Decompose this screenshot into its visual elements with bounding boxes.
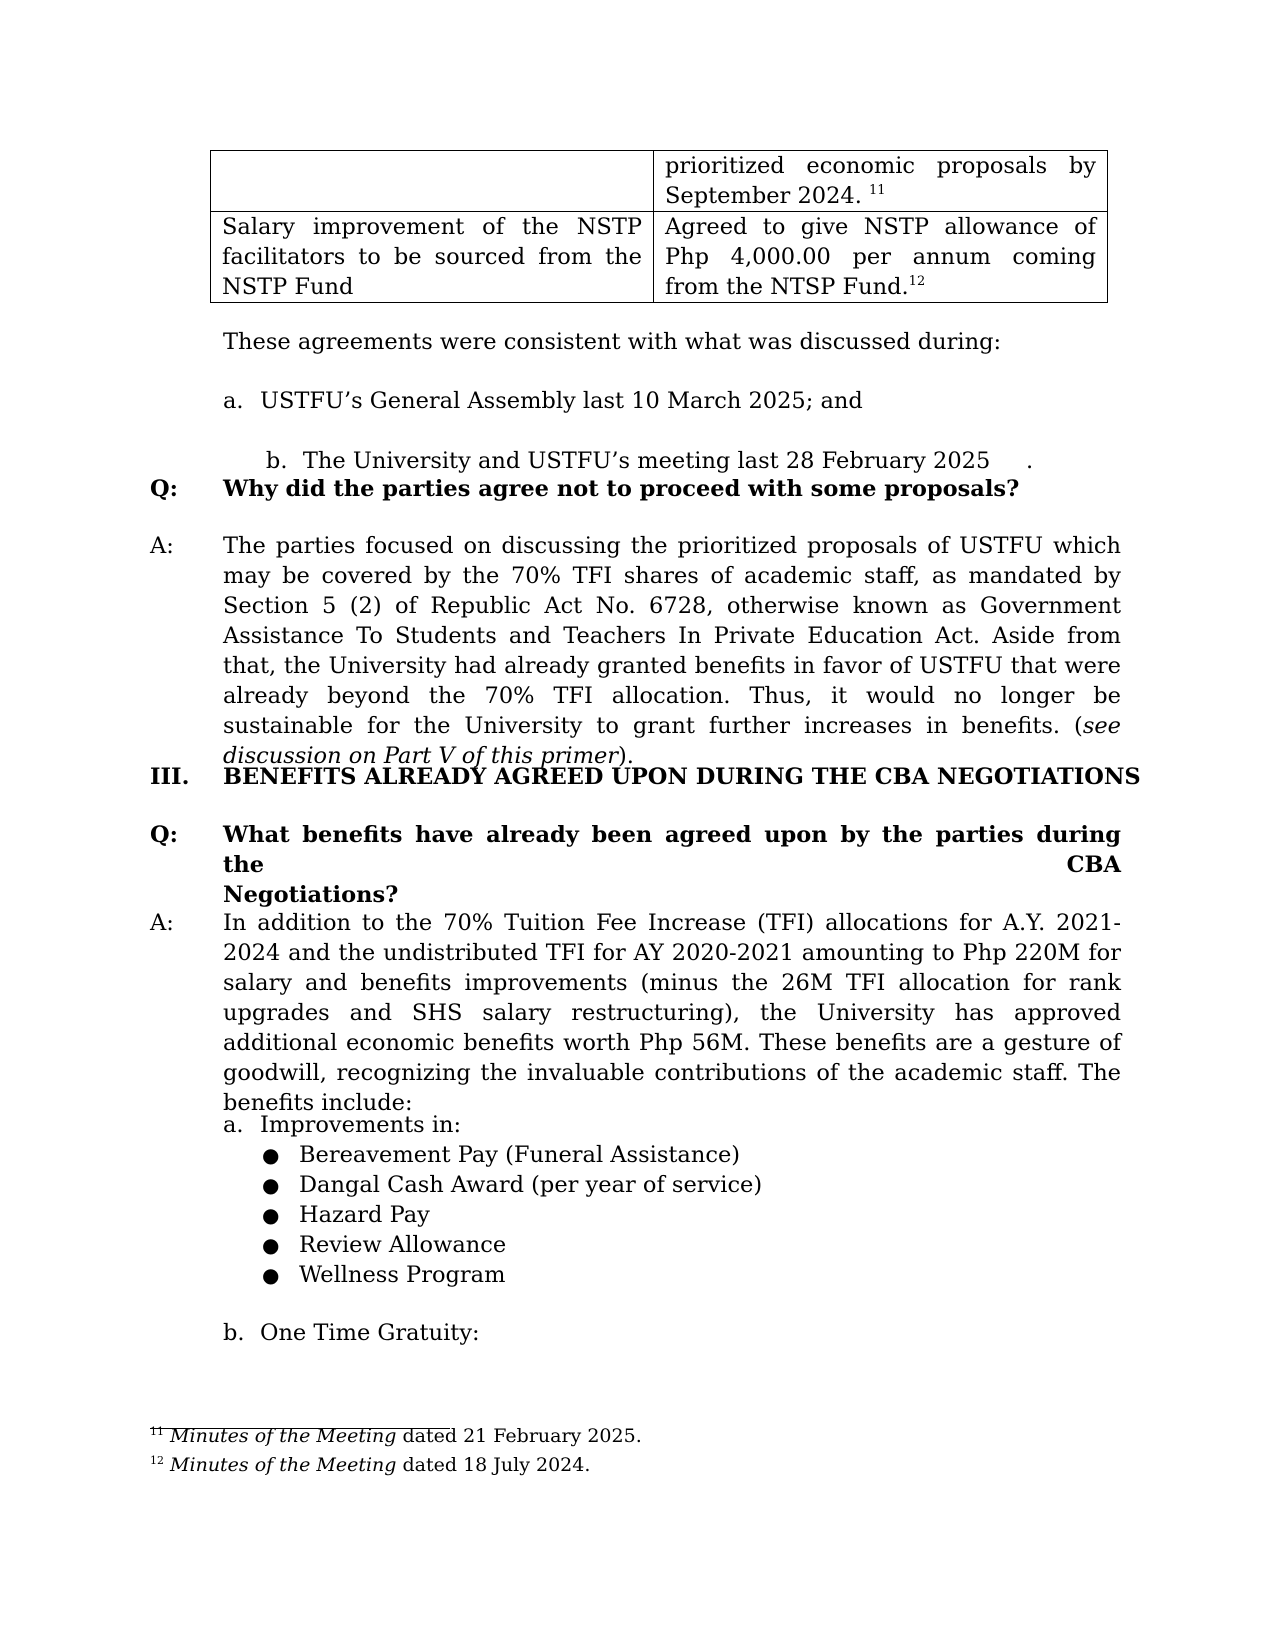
list-marker: b. bbox=[223, 1320, 245, 1346]
bullet-icon: ● bbox=[262, 1203, 280, 1227]
table-row bbox=[211, 151, 1108, 212]
footnote-text: dated 21 February 2025. bbox=[396, 1425, 642, 1447]
table-cell bbox=[211, 151, 654, 212]
footnote-ref: 11 bbox=[869, 183, 886, 198]
bullet-text: Dangal Cash Award (per year of service) bbox=[299, 1172, 763, 1198]
cell-text: prioritized economic proposals by September 2024. bbox=[665, 153, 1096, 209]
footnote bbox=[150, 1422, 642, 1450]
bullet-text: Review Allowance bbox=[299, 1232, 507, 1258]
cell-text: Agreed to give NSTP allowance of Php 4,000.00 per annum coming from the NTSP Fund. bbox=[665, 214, 1096, 300]
answer-end: ). bbox=[618, 743, 634, 769]
list-item-text: USTFU’s General Assembly last 10 March 2025; and bbox=[260, 388, 863, 414]
footnote-ref: 12 bbox=[908, 274, 926, 289]
answer-label: A: bbox=[150, 910, 174, 936]
question-label: Q: bbox=[150, 822, 178, 848]
footnote bbox=[150, 1451, 590, 1479]
footnote-number: 12 bbox=[150, 1454, 164, 1467]
table-row bbox=[211, 212, 1108, 303]
question-line: What benefits have already been agreed upon by the parties during the CBA bbox=[223, 822, 1121, 878]
bullet-icon: ● bbox=[262, 1233, 280, 1257]
question-line: Negotiations? bbox=[223, 882, 399, 908]
list-item bbox=[223, 386, 863, 416]
answer-italic: see discussion on Part V of this primer bbox=[223, 713, 1121, 769]
list-marker: a. bbox=[223, 388, 244, 414]
footnote-number: 11 bbox=[150, 1425, 164, 1438]
bullet-icon: ● bbox=[262, 1143, 280, 1167]
footnote-italic: Minutes of the Meeting bbox=[170, 1425, 397, 1447]
proposals-table bbox=[210, 150, 1108, 303]
table-cell: Salary improvement of the NSTP facilitators to be sourced from the NSTP Fund bbox=[211, 212, 654, 303]
footnote-text: dated 18 July 2024. bbox=[396, 1454, 591, 1476]
agreements-intro: These agreements were consistent with what was discussed during: bbox=[223, 329, 1002, 355]
section-number: III. bbox=[150, 764, 190, 790]
answer-body: The parties focused on discussing the prioritized proposals of USTFU which may be covered by the 70% TFI shares of academic staff, as mandated by Section 5 (2) of Republic Act No. 6728, otherwise known as Government Assistance To Students and Teachers In Private Education Act. Aside from that, the University had already granted benefits in favor of USTFU that were already beyond the 70% TFI allocation. Thus, it would no longer be sustainable for the University to grant further increases in benefits. ( bbox=[223, 533, 1121, 739]
bullet-icon: ● bbox=[262, 1263, 280, 1287]
section-title: BENEFITS ALREADY AGREED UPON DURING THE CBA NEGOTIATIONS bbox=[223, 764, 1141, 790]
answer-label: A: bbox=[150, 533, 174, 559]
list-item-text: Improvements in: bbox=[260, 1112, 462, 1138]
answer-text: In addition to the 70% Tuition Fee Increase (TFI) allocations for A.Y. 2021-2024 and the undistributed TFI for AY 2020-2021 amounting to Php 220M for salary and benefits improvements (minus the 26M TFI allocation for rank upgrades and SHS salary restructuring), the University has approved additional economic benefits worth Php 56M. These benefits are a gesture of goodwill, recognizing the invaluable contributions of the academic staff. The benefits include: bbox=[223, 910, 1121, 1116]
list-marker: a. bbox=[223, 1112, 244, 1138]
bullet-item bbox=[262, 1260, 505, 1290]
footnote-italic: Minutes of the Meeting bbox=[170, 1454, 397, 1476]
list-item bbox=[223, 1318, 480, 1348]
list-item-text: One Time Gratuity: bbox=[260, 1320, 480, 1346]
bullet-item bbox=[262, 1200, 430, 1230]
bullet-item bbox=[262, 1230, 506, 1260]
bullet-icon: ● bbox=[262, 1173, 280, 1197]
bullet-text: Bereavement Pay (Funeral Assistance) bbox=[299, 1142, 741, 1168]
bullet-text: Wellness Program bbox=[299, 1262, 506, 1288]
table-cell bbox=[654, 151, 1108, 212]
list-item bbox=[223, 1110, 461, 1140]
bullet-text: Hazard Pay bbox=[299, 1202, 430, 1228]
table-cell bbox=[654, 212, 1108, 303]
bullet-item bbox=[262, 1170, 762, 1200]
answer-text bbox=[223, 531, 1121, 771]
list-item-text: The University and USTFU’s meeting last 28 February 2025 . bbox=[302, 448, 1034, 474]
list-marker: b. bbox=[265, 448, 288, 474]
question-label: Q: bbox=[150, 476, 178, 502]
question-text: Why did the parties agree not to proceed with some proposals? bbox=[223, 476, 1020, 502]
bullet-item bbox=[262, 1140, 740, 1170]
question-text bbox=[223, 820, 1121, 910]
